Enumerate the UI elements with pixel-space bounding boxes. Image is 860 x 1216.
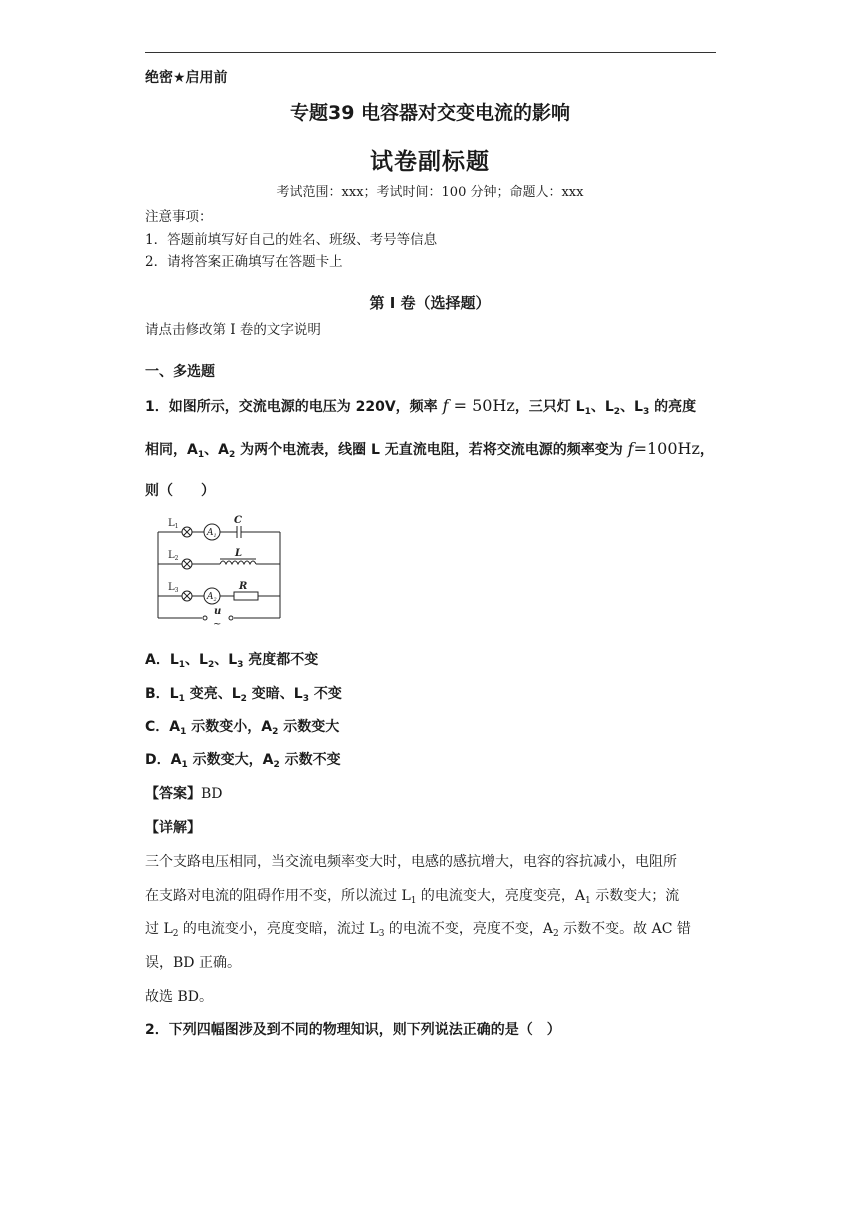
- label-u: u: [214, 606, 222, 617]
- explain-line-3: [145, 918, 691, 939]
- formula-f-symbol: f: [442, 396, 449, 415]
- subscript: 1: [180, 727, 187, 737]
- label-capacitor: C: [234, 515, 242, 526]
- explain-text: 在支路对电流的阻碍作用不变，所以流过 L: [145, 888, 411, 904]
- subscript: 3: [237, 660, 244, 670]
- section-desc: 请点击修改第 I 卷的文字说明: [145, 322, 321, 338]
- q1-text: 相同，A: [145, 442, 198, 458]
- formula-f2: [628, 439, 700, 458]
- subscript: 1: [178, 660, 186, 670]
- answer-value: BD: [201, 786, 223, 802]
- header-rule: [145, 52, 716, 53]
- circuit-diagram: [150, 510, 290, 630]
- answer-line: [145, 783, 223, 803]
- q1-text: ，: [699, 442, 714, 458]
- label-l3: $L_3$: [168, 582, 179, 594]
- subscript: 3: [378, 929, 385, 939]
- explain-line-1: 三个支路电压相同，当交流电频率变大时，电感的感抗增大，电容的容抗减小，电阻所: [145, 854, 677, 870]
- option-text: 亮度都不变: [243, 652, 319, 668]
- option-text: 、L: [214, 652, 238, 668]
- subscript: 2: [613, 407, 621, 417]
- option-text: D．A: [145, 752, 182, 768]
- label-a2: $A_2$: [207, 592, 217, 603]
- explain-text: 的电流变小，亮度变暗，流过 L: [178, 921, 379, 937]
- option-text: 、L: [185, 652, 208, 668]
- option-c[interactable]: [145, 716, 339, 737]
- subscript: 2: [172, 929, 179, 939]
- section-title: 第 I 卷（选择题）: [369, 294, 491, 312]
- option-text: 示数变大，A: [187, 752, 274, 768]
- q1-text: 、L: [620, 399, 643, 415]
- subscript: 2: [272, 727, 279, 737]
- option-text: B．L: [145, 686, 179, 702]
- option-text: 示数变小，A: [186, 719, 273, 735]
- explain-line-5: 故选 BD。: [145, 989, 213, 1005]
- explain-text: 的电流变大，亮度变亮，A: [416, 888, 586, 904]
- label-ac: ~: [213, 619, 222, 630]
- formula-f-symbol: f: [627, 439, 634, 458]
- option-text: 不变: [308, 686, 342, 702]
- subscript: 1: [178, 694, 185, 704]
- explain-line-4: 误，BD 正确。: [145, 955, 241, 971]
- option-text: 变亮、L: [184, 686, 241, 702]
- detail-label: 【详解】: [145, 820, 201, 836]
- option-text: 示数不变: [279, 752, 341, 768]
- formula-f1: [443, 396, 515, 415]
- terminal-icon: [229, 616, 233, 620]
- answer-label: 【答案】: [145, 786, 201, 802]
- formula-f2-value: =100Hz: [633, 439, 700, 458]
- notes-heading: 注意事项：: [145, 209, 213, 225]
- q1-line-1: [145, 396, 696, 417]
- page-title: 专题39 电容器对交变电流的影响: [289, 102, 571, 124]
- q1-text: 、L: [590, 399, 614, 415]
- subscript: 1: [585, 896, 591, 906]
- formula-f1-value: = 50Hz: [453, 396, 515, 415]
- notes-item-1: 1．答题前填写好自己的姓名、班级、考号等信息: [145, 232, 438, 248]
- explain-text: 示数变大；流: [590, 888, 680, 904]
- option-text: 示数变大: [278, 719, 340, 735]
- subscript: 3: [302, 694, 309, 704]
- q1-text: 、A: [204, 442, 229, 458]
- label-a1: $A_1$: [207, 528, 217, 539]
- q1-text: 为两个电流表，线圈 L 无直流电阻，若将交流电源的频率变为: [235, 442, 623, 458]
- explain-text: 过 L: [145, 921, 173, 937]
- option-a[interactable]: [145, 649, 318, 670]
- explain-text: 的电流不变，亮度不变，A: [384, 921, 553, 937]
- subscript: 2: [228, 450, 236, 460]
- subscript: 1: [181, 760, 188, 770]
- q2-line-1: 2．下列四幅图涉及到不同的物理知识，则下列说法正确的是（ ）: [145, 1022, 561, 1038]
- option-text: C．A: [145, 719, 181, 735]
- secret-label: 绝密★启用前: [145, 70, 228, 86]
- option-d[interactable]: [145, 749, 341, 770]
- notes-item-2: 2．请将答案正确填写在答题卡上: [145, 254, 343, 270]
- q1-text: 1．如图所示，交流电源的电压为 220V，频率: [145, 399, 438, 415]
- exam-info: 考试范围：xxx；考试时间：100 分钟；命题人：xxx: [276, 185, 584, 200]
- page-subtitle: 试卷副标题: [370, 149, 490, 175]
- subscript: 1: [197, 450, 205, 460]
- label-l2: $L_2$: [168, 550, 179, 562]
- subscript: 2: [240, 694, 247, 704]
- option-text: 变暗、L: [246, 686, 303, 702]
- terminal-icon: [203, 616, 207, 620]
- explain-line-2: [145, 885, 679, 906]
- subscript: 1: [410, 896, 417, 906]
- explain-text: 示数不变。故 AC 错: [558, 921, 691, 937]
- option-b[interactable]: [145, 683, 342, 704]
- q1-line-2: [145, 439, 714, 460]
- subscript: 2: [273, 760, 280, 770]
- label-l1: $L_1$: [168, 518, 179, 530]
- subscript: 3: [642, 407, 650, 417]
- subscript: 1: [584, 407, 591, 417]
- option-text: A．L: [145, 652, 179, 668]
- q1-text: ，三只灯 L: [514, 399, 585, 415]
- label-resistor: R: [239, 581, 248, 592]
- part-heading: 一、多选题: [145, 364, 215, 380]
- subscript: 2: [552, 929, 559, 939]
- subscript: 2: [207, 660, 215, 670]
- q1-text: 的亮度: [649, 399, 697, 415]
- label-inductor: L: [235, 548, 243, 559]
- q1-line-3: 则（ ）: [145, 483, 215, 499]
